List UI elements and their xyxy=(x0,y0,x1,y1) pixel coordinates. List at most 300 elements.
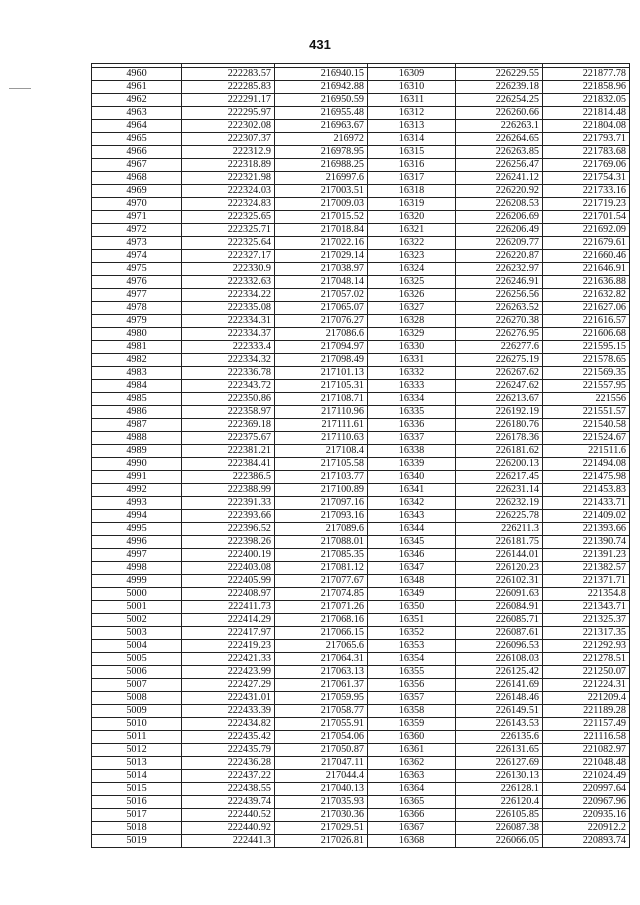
table-cell: 221636.88 xyxy=(543,276,630,289)
table-cell: 16336 xyxy=(368,419,456,432)
table-cell: 222423.99 xyxy=(182,666,275,679)
table-cell: 16359 xyxy=(368,718,456,731)
table-cell: 216955.48 xyxy=(275,107,368,120)
table-row xyxy=(92,523,630,536)
table-row xyxy=(92,471,630,484)
table-cell: 4960 xyxy=(92,68,182,81)
table-cell: 221701.54 xyxy=(543,211,630,224)
table-cell: 4993 xyxy=(92,497,182,510)
table-row xyxy=(92,250,630,263)
table-cell: 222435.79 xyxy=(182,744,275,757)
table-cell: 217018.84 xyxy=(275,224,368,237)
table-cell: 217089.6 xyxy=(275,523,368,536)
table-cell: 16356 xyxy=(368,679,456,692)
table-cell: 226125.42 xyxy=(456,666,543,679)
table-cell: 226181.75 xyxy=(456,536,543,549)
table-cell: 5008 xyxy=(92,692,182,705)
table-cell: 217055.91 xyxy=(275,718,368,731)
table-cell: 221390.74 xyxy=(543,536,630,549)
table-row xyxy=(92,809,630,822)
table-row xyxy=(92,211,630,224)
table-cell: 221354.8 xyxy=(543,588,630,601)
table-cell: 222334.37 xyxy=(182,328,275,341)
table-cell: 222295.97 xyxy=(182,107,275,120)
table-cell: 217061.37 xyxy=(275,679,368,692)
table-cell: 5003 xyxy=(92,627,182,640)
table-cell: 226231.14 xyxy=(456,484,543,497)
table-cell: 216997.6 xyxy=(275,172,368,185)
table-cell: 16319 xyxy=(368,198,456,211)
table-cell: 226131.65 xyxy=(456,744,543,757)
table-cell: 4987 xyxy=(92,419,182,432)
table-cell: 222335.08 xyxy=(182,302,275,315)
table-row xyxy=(92,614,630,627)
table-row xyxy=(92,328,630,341)
table-cell: 5017 xyxy=(92,809,182,822)
table-cell: 222334.32 xyxy=(182,354,275,367)
table-cell: 217077.67 xyxy=(275,575,368,588)
table-cell: 221082.97 xyxy=(543,744,630,757)
table-cell: 4976 xyxy=(92,276,182,289)
table-cell: 221557.95 xyxy=(543,380,630,393)
table-cell: 4975 xyxy=(92,263,182,276)
table-cell: 226241.12 xyxy=(456,172,543,185)
table-cell: 216972 xyxy=(275,133,368,146)
table-cell: 221433.71 xyxy=(543,497,630,510)
table-cell: 226085.71 xyxy=(456,614,543,627)
table-row xyxy=(92,432,630,445)
table-cell: 217086.6 xyxy=(275,328,368,341)
table-cell: 16341 xyxy=(368,484,456,497)
table-cell: 222388.99 xyxy=(182,484,275,497)
table-cell: 16345 xyxy=(368,536,456,549)
table-cell: 222334.31 xyxy=(182,315,275,328)
table-cell: 217105.31 xyxy=(275,380,368,393)
table-cell: 4986 xyxy=(92,406,182,419)
table-cell: 226264.65 xyxy=(456,133,543,146)
table-cell: 16333 xyxy=(368,380,456,393)
table-cell: 221371.71 xyxy=(543,575,630,588)
table-cell: 226220.87 xyxy=(456,250,543,263)
table-row xyxy=(92,718,630,731)
table-cell: 16365 xyxy=(368,796,456,809)
table-cell: 16353 xyxy=(368,640,456,653)
table-cell: 4978 xyxy=(92,302,182,315)
table-cell: 216940.15 xyxy=(275,68,368,81)
table-cell: 16322 xyxy=(368,237,456,250)
table-cell: 217108.71 xyxy=(275,393,368,406)
table-cell: 221278.51 xyxy=(543,653,630,666)
table-cell: 222321.98 xyxy=(182,172,275,185)
table-cell: 221578.65 xyxy=(543,354,630,367)
table-cell: 16354 xyxy=(368,653,456,666)
table-row xyxy=(92,107,630,120)
table-cell: 222285.83 xyxy=(182,81,275,94)
table-cell: 222327.17 xyxy=(182,250,275,263)
table-cell: 221660.46 xyxy=(543,250,630,263)
table-cell: 221616.57 xyxy=(543,315,630,328)
table-cell: 226256.47 xyxy=(456,159,543,172)
table-cell: 222325.65 xyxy=(182,211,275,224)
table-cell: 217100.89 xyxy=(275,484,368,497)
table-cell: 226206.69 xyxy=(456,211,543,224)
table-cell: 221814.48 xyxy=(543,107,630,120)
table-cell: 221317.35 xyxy=(543,627,630,640)
table-cell: 4981 xyxy=(92,341,182,354)
table-row xyxy=(92,705,630,718)
table-cell: 4982 xyxy=(92,354,182,367)
table-cell: 5012 xyxy=(92,744,182,757)
table-cell: 4990 xyxy=(92,458,182,471)
table-cell: 221627.06 xyxy=(543,302,630,315)
table-cell: 4985 xyxy=(92,393,182,406)
table-cell: 226128.1 xyxy=(456,783,543,796)
table-cell: 16348 xyxy=(368,575,456,588)
table-cell: 221692.09 xyxy=(543,224,630,237)
table-cell: 217074.85 xyxy=(275,588,368,601)
table-cell: 222417.97 xyxy=(182,627,275,640)
table-cell: 16355 xyxy=(368,666,456,679)
table-row xyxy=(92,510,630,523)
table-row xyxy=(92,835,630,848)
table-cell: 216988.25 xyxy=(275,159,368,172)
table-cell: 222332.63 xyxy=(182,276,275,289)
table-row xyxy=(92,133,630,146)
table-row xyxy=(92,666,630,679)
table-row xyxy=(92,354,630,367)
table-cell: 220967.96 xyxy=(543,796,630,809)
table-cell: 217088.01 xyxy=(275,536,368,549)
table-row xyxy=(92,315,630,328)
table-cell: 221679.61 xyxy=(543,237,630,250)
table-row xyxy=(92,68,630,81)
table-cell: 16320 xyxy=(368,211,456,224)
table-cell: 4996 xyxy=(92,536,182,549)
table-cell: 226149.51 xyxy=(456,705,543,718)
table-row xyxy=(92,783,630,796)
table-row xyxy=(92,627,630,640)
table-row xyxy=(92,172,630,185)
table-cell: 221250.07 xyxy=(543,666,630,679)
table-cell: 221024.49 xyxy=(543,770,630,783)
table-cell: 16324 xyxy=(368,263,456,276)
table-cell: 221391.23 xyxy=(543,549,630,562)
table-cell: 222318.89 xyxy=(182,159,275,172)
table-cell: 5009 xyxy=(92,705,182,718)
table-cell: 217093.16 xyxy=(275,510,368,523)
table-cell: 217065.6 xyxy=(275,640,368,653)
table-cell: 226135.6 xyxy=(456,731,543,744)
table-cell: 16344 xyxy=(368,523,456,536)
table-cell: 222398.26 xyxy=(182,536,275,549)
table-cell: 16358 xyxy=(368,705,456,718)
table-row xyxy=(92,796,630,809)
table-cell: 226105.85 xyxy=(456,809,543,822)
table-cell: 217044.4 xyxy=(275,770,368,783)
table-cell: 222325.64 xyxy=(182,237,275,250)
table-cell: 226211.3 xyxy=(456,523,543,536)
table-cell: 221632.82 xyxy=(543,289,630,302)
table-cell: 226254.25 xyxy=(456,94,543,107)
table-cell: 217003.51 xyxy=(275,185,368,198)
table-cell: 5007 xyxy=(92,679,182,692)
table-cell: 217030.36 xyxy=(275,809,368,822)
table-cell: 4984 xyxy=(92,380,182,393)
table-cell: 221116.58 xyxy=(543,731,630,744)
table-cell: 217063.13 xyxy=(275,666,368,679)
table-cell: 222343.72 xyxy=(182,380,275,393)
table-cell: 222325.71 xyxy=(182,224,275,237)
table-cell: 226181.62 xyxy=(456,445,543,458)
table-cell: 226096.53 xyxy=(456,640,543,653)
table-cell: 217101.13 xyxy=(275,367,368,380)
table-cell: 217110.63 xyxy=(275,432,368,445)
table-cell: 221511.6 xyxy=(543,445,630,458)
table-cell: 16328 xyxy=(368,315,456,328)
table-cell: 226232.97 xyxy=(456,263,543,276)
table-cell: 16360 xyxy=(368,731,456,744)
table-cell: 226200.13 xyxy=(456,458,543,471)
table-cell: 226091.63 xyxy=(456,588,543,601)
table-cell: 221048.48 xyxy=(543,757,630,770)
table-cell: 16338 xyxy=(368,445,456,458)
table-cell: 16352 xyxy=(368,627,456,640)
table-cell: 4998 xyxy=(92,562,182,575)
table-cell: 221409.02 xyxy=(543,510,630,523)
table-cell: 221224.31 xyxy=(543,679,630,692)
table-cell: 4964 xyxy=(92,120,182,133)
table-row xyxy=(92,536,630,549)
table-cell: 221858.96 xyxy=(543,81,630,94)
table-cell: 222381.21 xyxy=(182,445,275,458)
table-cell: 222433.39 xyxy=(182,705,275,718)
table-cell: 5015 xyxy=(92,783,182,796)
table-cell: 4972 xyxy=(92,224,182,237)
table-cell: 221325.37 xyxy=(543,614,630,627)
table-cell: 16330 xyxy=(368,341,456,354)
table-cell: 226144.01 xyxy=(456,549,543,562)
table-cell: 217029.14 xyxy=(275,250,368,263)
table-cell: 16340 xyxy=(368,471,456,484)
table-cell: 16321 xyxy=(368,224,456,237)
table-cell: 226277.6 xyxy=(456,341,543,354)
table-cell: 222334.22 xyxy=(182,289,275,302)
table-cell: 226087.61 xyxy=(456,627,543,640)
table-cell: 222333.4 xyxy=(182,341,275,354)
table-cell: 222324.83 xyxy=(182,198,275,211)
table-row xyxy=(92,822,630,835)
table-row xyxy=(92,588,630,601)
table-cell: 16327 xyxy=(368,302,456,315)
table-cell: 222435.42 xyxy=(182,731,275,744)
table-cell: 226267.62 xyxy=(456,367,543,380)
table-cell: 4966 xyxy=(92,146,182,159)
table-cell: 217085.35 xyxy=(275,549,368,562)
table-cell: 217058.77 xyxy=(275,705,368,718)
table-cell: 217068.16 xyxy=(275,614,368,627)
table-cell: 222312.9 xyxy=(182,146,275,159)
table-cell: 4977 xyxy=(92,289,182,302)
table-cell: 217057.02 xyxy=(275,289,368,302)
table-row xyxy=(92,731,630,744)
table-cell: 222307.37 xyxy=(182,133,275,146)
table-cell: 217065.07 xyxy=(275,302,368,315)
table-cell: 16349 xyxy=(368,588,456,601)
table-cell: 226229.55 xyxy=(456,68,543,81)
table-row xyxy=(92,302,630,315)
table-cell: 16331 xyxy=(368,354,456,367)
table-row xyxy=(92,120,630,133)
table-cell: 5004 xyxy=(92,640,182,653)
table-cell: 16364 xyxy=(368,783,456,796)
table-cell: 221783.68 xyxy=(543,146,630,159)
table-cell: 222427.29 xyxy=(182,679,275,692)
table-cell: 5005 xyxy=(92,653,182,666)
table-cell: 222440.52 xyxy=(182,809,275,822)
table-cell: 4961 xyxy=(92,81,182,94)
table-cell: 217097.16 xyxy=(275,497,368,510)
table-row xyxy=(92,289,630,302)
table-cell: 217022.16 xyxy=(275,237,368,250)
table-row xyxy=(92,263,630,276)
table-row xyxy=(92,224,630,237)
table-cell: 221551.57 xyxy=(543,406,630,419)
table-cell: 226130.13 xyxy=(456,770,543,783)
table-cell: 226246.91 xyxy=(456,276,543,289)
table-row xyxy=(92,458,630,471)
table-cell: 16350 xyxy=(368,601,456,614)
coordinates-table xyxy=(91,63,630,848)
table-cell: 16351 xyxy=(368,614,456,627)
table-cell: 217050.87 xyxy=(275,744,368,757)
table-cell: 217076.27 xyxy=(275,315,368,328)
table-cell: 5006 xyxy=(92,666,182,679)
table-cell: 222414.29 xyxy=(182,614,275,627)
table-cell: 226256.56 xyxy=(456,289,543,302)
table-cell: 16339 xyxy=(368,458,456,471)
table-cell: 5019 xyxy=(92,835,182,848)
table-cell: 221393.66 xyxy=(543,523,630,536)
table-cell: 221595.15 xyxy=(543,341,630,354)
table-cell: 222434.82 xyxy=(182,718,275,731)
table-cell: 222396.52 xyxy=(182,523,275,536)
table-cell: 222411.73 xyxy=(182,601,275,614)
table-row xyxy=(92,757,630,770)
table-cell: 4988 xyxy=(92,432,182,445)
table-cell: 16337 xyxy=(368,432,456,445)
table-cell: 226263.52 xyxy=(456,302,543,315)
table-row xyxy=(92,393,630,406)
table-cell: 221606.68 xyxy=(543,328,630,341)
table-cell: 16323 xyxy=(368,250,456,263)
table-cell: 4995 xyxy=(92,523,182,536)
table-cell: 16335 xyxy=(368,406,456,419)
table-cell: 226220.92 xyxy=(456,185,543,198)
table-cell: 226275.19 xyxy=(456,354,543,367)
table-cell: 4991 xyxy=(92,471,182,484)
table-cell: 221719.23 xyxy=(543,198,630,211)
table-row xyxy=(92,185,630,198)
table-cell: 5016 xyxy=(92,796,182,809)
table-cell: 222302.08 xyxy=(182,120,275,133)
table-cell: 222431.01 xyxy=(182,692,275,705)
table-row xyxy=(92,198,630,211)
table-cell: 4989 xyxy=(92,445,182,458)
table-row xyxy=(92,562,630,575)
table-row xyxy=(92,159,630,172)
table-cell: 16368 xyxy=(368,835,456,848)
table-cell: 222358.97 xyxy=(182,406,275,419)
table-cell: 4992 xyxy=(92,484,182,497)
table-cell: 221524.67 xyxy=(543,432,630,445)
table-cell: 221343.71 xyxy=(543,601,630,614)
table-cell: 4979 xyxy=(92,315,182,328)
table-cell: 16325 xyxy=(368,276,456,289)
table-row xyxy=(92,744,630,757)
table-cell: 217054.06 xyxy=(275,731,368,744)
table-cell: 226127.69 xyxy=(456,757,543,770)
table-cell: 221292.93 xyxy=(543,640,630,653)
table-cell: 217094.97 xyxy=(275,341,368,354)
table-cell: 226206.49 xyxy=(456,224,543,237)
table-cell: 4974 xyxy=(92,250,182,263)
table-cell: 16314 xyxy=(368,133,456,146)
table-cell: 216942.88 xyxy=(275,81,368,94)
table-cell: 4962 xyxy=(92,94,182,107)
table-cell: 220912.2 xyxy=(543,822,630,835)
table-cell: 5002 xyxy=(92,614,182,627)
table-cell: 226066.05 xyxy=(456,835,543,848)
table-cell: 222436.28 xyxy=(182,757,275,770)
table-cell: 226247.62 xyxy=(456,380,543,393)
table-cell: 222283.57 xyxy=(182,68,275,81)
table-cell: 222441.3 xyxy=(182,835,275,848)
table-cell: 217081.12 xyxy=(275,562,368,575)
table-cell: 217059.95 xyxy=(275,692,368,705)
table-cell: 5011 xyxy=(92,731,182,744)
table-cell: 226260.66 xyxy=(456,107,543,120)
table-cell: 5000 xyxy=(92,588,182,601)
table-cell: 4963 xyxy=(92,107,182,120)
table-cell: 16343 xyxy=(368,510,456,523)
table-cell: 217108.4 xyxy=(275,445,368,458)
table-cell: 222438.55 xyxy=(182,783,275,796)
table-cell: 226276.95 xyxy=(456,328,543,341)
table-cell: 222384.41 xyxy=(182,458,275,471)
table-cell: 221769.06 xyxy=(543,159,630,172)
table-cell: 217009.03 xyxy=(275,198,368,211)
table-cell: 222330.9 xyxy=(182,263,275,276)
table-body xyxy=(92,64,630,848)
table-cell: 217103.77 xyxy=(275,471,368,484)
table-cell: 222391.33 xyxy=(182,497,275,510)
table-cell: 4994 xyxy=(92,510,182,523)
table-cell: 222405.99 xyxy=(182,575,275,588)
table-cell: 221733.16 xyxy=(543,185,630,198)
table-cell: 217071.26 xyxy=(275,601,368,614)
table-row xyxy=(92,81,630,94)
table-cell: 217026.81 xyxy=(275,835,368,848)
table-cell: 217064.31 xyxy=(275,653,368,666)
table-cell: 4973 xyxy=(92,237,182,250)
table-cell: 217098.49 xyxy=(275,354,368,367)
table-row xyxy=(92,419,630,432)
table-cell: 222400.19 xyxy=(182,549,275,562)
table-cell: 4971 xyxy=(92,211,182,224)
table-cell: 222369.18 xyxy=(182,419,275,432)
table-cell: 221189.28 xyxy=(543,705,630,718)
table-row xyxy=(92,575,630,588)
